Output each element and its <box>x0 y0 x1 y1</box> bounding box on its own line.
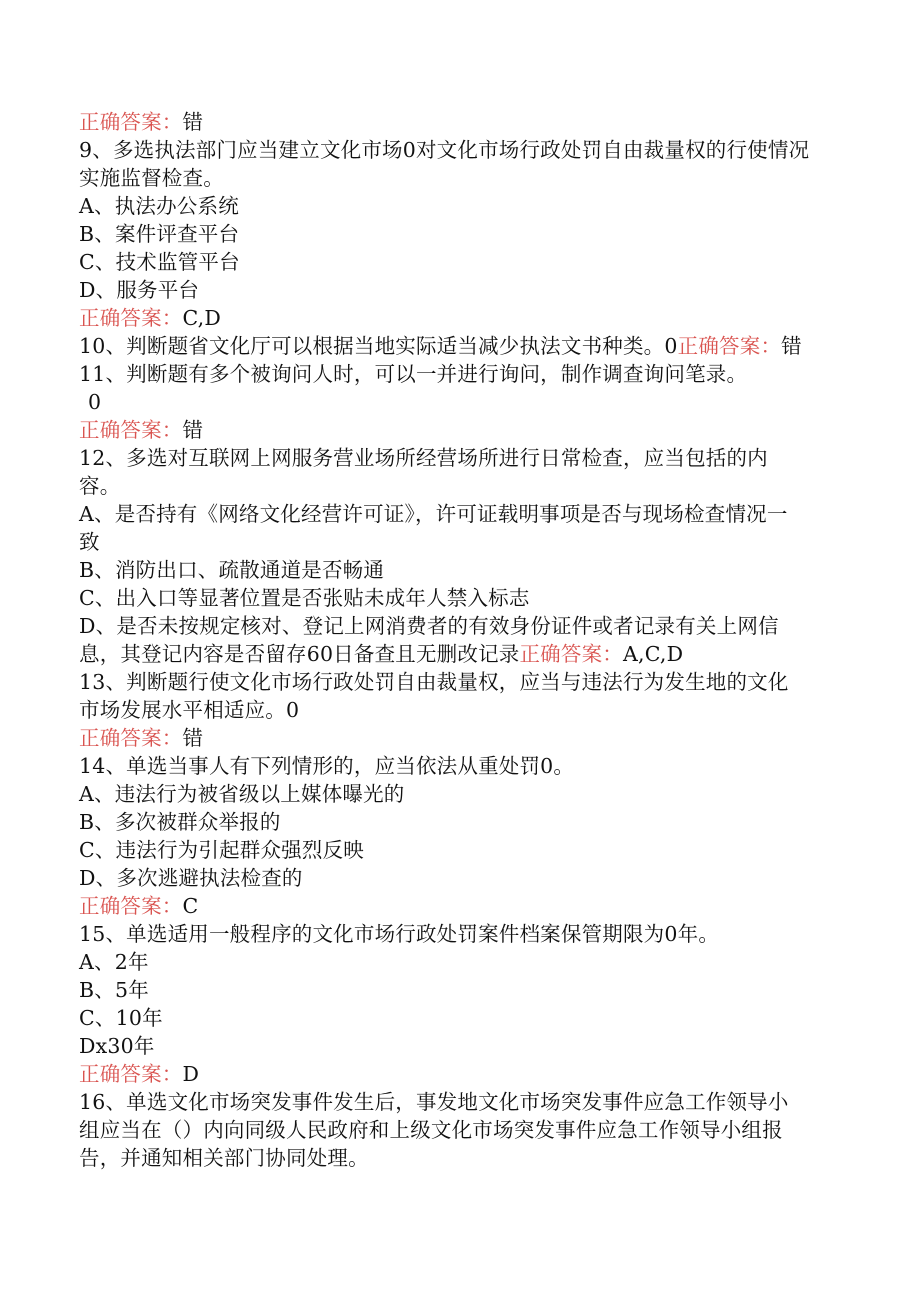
text-line <box>79 668 839 696</box>
text-line <box>79 976 839 1004</box>
answer-label: 正确答案： <box>677 334 782 358</box>
text-line <box>79 248 839 276</box>
text-line <box>79 332 839 360</box>
line-text: 14、单选当事人有下列情形的，应当依法从重处罚0。 <box>79 754 575 778</box>
text-line <box>79 136 839 164</box>
line-text: 9、多选执法部门应当建立文化市场0对文化市场行政处罚自由裁量权的行使情况 <box>79 138 810 162</box>
line-text: D、服务平台 <box>79 278 200 302</box>
line-text: 13、判断题行使文化市场行政处罚自由裁量权，应当与违法行为发生地的文化 <box>79 670 789 694</box>
line-text: 10、判断题省文化厅可以根据当地实际适当减少执法文书种类。0 <box>79 334 678 358</box>
line-text: A、2年 <box>79 950 149 974</box>
line-text: 错 <box>182 110 204 134</box>
line-text: 0 <box>88 390 102 414</box>
text-line <box>79 304 839 332</box>
text-line <box>79 640 839 668</box>
line-text: C、技术监管平台 <box>79 250 240 274</box>
text-line <box>79 500 839 528</box>
line-text: C、违法行为引起群众强烈反映 <box>79 838 364 862</box>
line-text: D <box>182 1062 200 1086</box>
text-line <box>79 892 839 920</box>
text-line <box>79 1088 839 1116</box>
line-text: B、消防出口、疏散通道是否畅通 <box>79 558 385 582</box>
text-line <box>79 1144 839 1172</box>
line-text: A,C,D <box>622 642 684 666</box>
line-text: A、违法行为被省级以上媒体曝光的 <box>79 782 405 806</box>
text-line <box>79 164 839 192</box>
line-text: 组应当在（）内向同级人民政府和上级文化市场突发事件应急工作领导小组报 <box>79 1118 783 1142</box>
line-text: D、是否未按规定核对、登记上网消费者的有效身份证件或者记录有关上网信 <box>79 614 779 638</box>
text-line <box>79 192 839 220</box>
line-text: B、案件评查平台 <box>79 222 240 246</box>
line-text: A、执法办公系统 <box>79 194 239 218</box>
line-text: 容。 <box>79 474 121 498</box>
line-text: Dx30年 <box>79 1034 155 1058</box>
answer-label: 正确答案： <box>79 726 183 750</box>
text-line <box>79 528 839 556</box>
text-line <box>79 1004 839 1032</box>
answer-label: 正确答案： <box>79 110 183 134</box>
line-text: 致 <box>79 530 100 554</box>
text-line <box>79 360 839 388</box>
line-text: 息，其登记内容是否留存60日备查且无删改记录 <box>79 642 520 666</box>
text-line <box>79 696 839 724</box>
answer-label: 正确答案： <box>79 306 183 330</box>
document-page <box>79 108 839 1172</box>
text-line <box>79 1060 839 1088</box>
text-line <box>79 556 839 584</box>
answer-label: 正确答案： <box>79 418 183 442</box>
text-line <box>79 864 839 892</box>
line-text: 16、单选文化市场突发事件发生后，事发地文化市场突发事件应急工作领导小 <box>79 1090 789 1114</box>
text-line <box>79 1032 839 1060</box>
line-text: C、出入口等显著位置是否张贴未成年人禁入标志 <box>79 586 530 610</box>
text-line <box>79 724 839 752</box>
text-line <box>79 584 839 612</box>
line-text: B、5年 <box>79 978 149 1002</box>
line-text: 市场发展水平相适应。0 <box>79 698 300 722</box>
text-line <box>79 416 839 444</box>
text-line <box>79 276 839 304</box>
answer-label: 正确答案： <box>79 1062 183 1086</box>
line-text: 12、多选对互联网上网服务营业场所经营场所进行日常检查，应当包括的内 <box>79 446 768 470</box>
line-text: 告，并通知相关部门协同处理。 <box>79 1146 369 1170</box>
text-line <box>79 780 839 808</box>
text-line <box>79 948 839 976</box>
text-line <box>79 388 839 416</box>
text-line <box>79 808 839 836</box>
text-line <box>79 752 839 780</box>
line-text: 错 <box>182 418 204 442</box>
document-body <box>79 108 839 1172</box>
line-text: 错 <box>781 334 802 358</box>
text-line <box>79 220 839 248</box>
line-text: C、10年 <box>79 1006 163 1030</box>
line-text: 11、判断题有多个被询问人时，可以一并进行询问，制作调查询问笔录。 <box>79 362 748 386</box>
line-text: 实施监督检查。 <box>79 166 224 190</box>
answer-label: 正确答案： <box>79 894 183 918</box>
text-line <box>79 108 839 136</box>
line-text: A、是否持有《网络文化经营许可证》，许可证载明事项是否与现场检查情况一 <box>79 502 788 526</box>
text-line <box>79 444 839 472</box>
text-line <box>79 612 839 640</box>
text-line <box>79 920 839 948</box>
line-text: D、多次逃避执法检查的 <box>79 866 303 890</box>
text-line <box>79 472 839 500</box>
line-text: B、多次被群众举报的 <box>79 810 281 834</box>
line-text: C,D <box>182 306 222 330</box>
line-text: 15、单选适用一般程序的文化市场行政处罚案件档案保管期限为0年。 <box>79 922 720 946</box>
line-text: 错 <box>182 726 204 750</box>
answer-label: 正确答案： <box>519 642 623 666</box>
text-line <box>79 836 839 864</box>
line-text: C <box>182 894 199 918</box>
text-line <box>79 1116 839 1144</box>
